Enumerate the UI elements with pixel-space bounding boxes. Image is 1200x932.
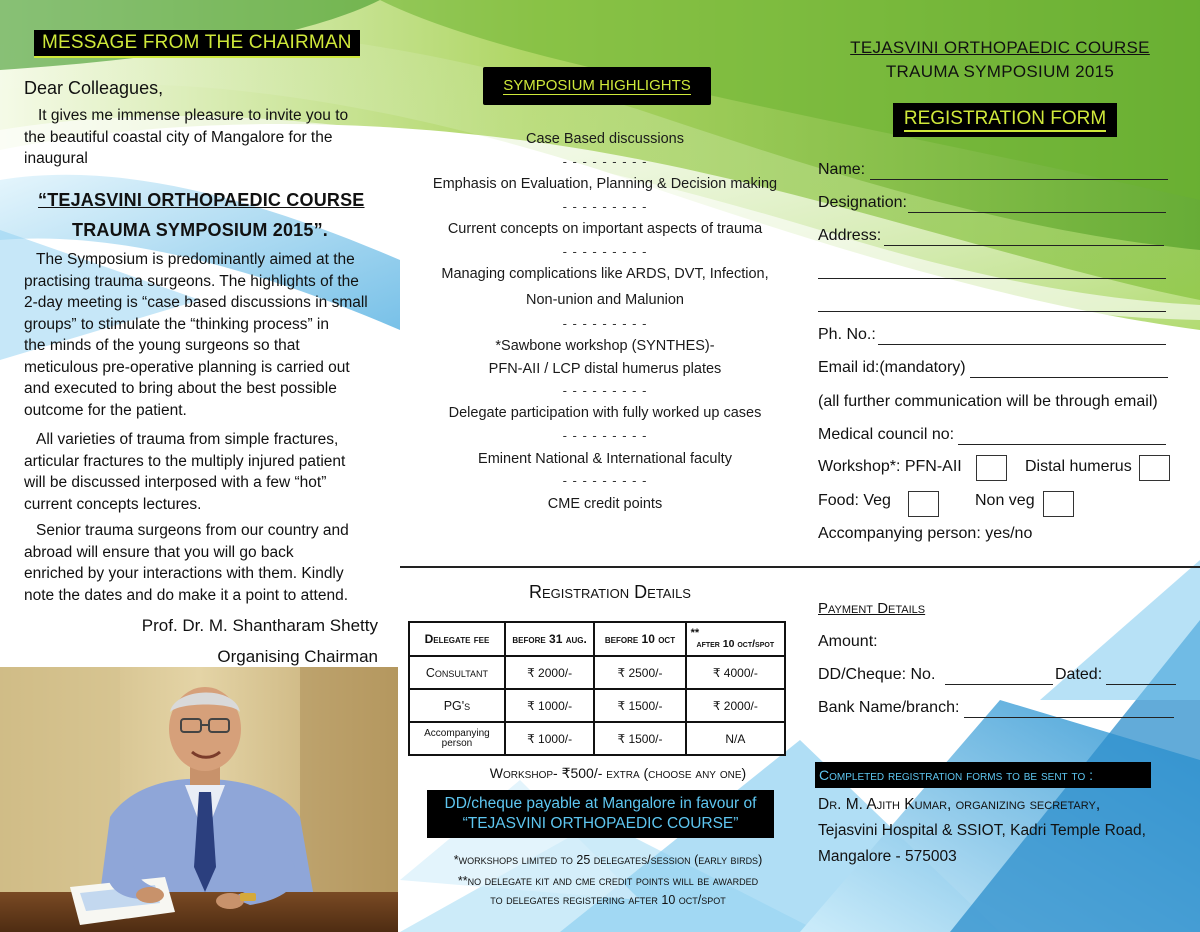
footnote: to delegates registering after 10 oct/spot xyxy=(490,893,726,907)
phone-label: Ph. No.: xyxy=(818,326,876,343)
intro-line: the beautiful coastal city of Mangalore for the xyxy=(24,128,333,146)
separator: - - - - - - - - - xyxy=(562,383,648,398)
name-label: Name: xyxy=(818,161,866,178)
dated-label: Dated: xyxy=(1055,666,1103,683)
table-row xyxy=(409,689,785,722)
fee-header: before 10 oct xyxy=(594,622,685,656)
registration-heading: Registration Details xyxy=(529,582,691,602)
accompanying-label: Accompanying person: yes/no xyxy=(818,525,1033,542)
workshop-note: Workshop- ₹500/- extra (choose any one) xyxy=(489,765,747,781)
address-line: Mangalore - 575003 xyxy=(818,848,957,865)
footnote: *workshops limited to 25 delegates/session (early birds) xyxy=(453,853,763,867)
para-line: and executed to bring about the best possible xyxy=(24,380,337,397)
signature-role: Organising Chairman xyxy=(217,647,378,666)
separator: - - - - - - - - - xyxy=(562,316,648,331)
highlight-item: Case Based discussions xyxy=(526,131,684,147)
fee-cell: N/A xyxy=(686,722,785,755)
highlight-item: Emphasis on Evaluation, Planning & Decision making xyxy=(432,176,778,192)
form-title-line2: TRAUMA SYMPOSIUM 2015 xyxy=(885,62,1115,81)
highlight-item: CME credit points xyxy=(547,496,663,512)
course-title-line2: TRAUMA SYMPOSIUM 2015”. xyxy=(72,220,328,240)
address-field-3[interactable] xyxy=(818,311,1166,312)
nonveg-label: Non veg xyxy=(975,492,1035,509)
intro-line: It gives me immense pleasure to invite you to xyxy=(38,107,349,124)
address-field-1[interactable] xyxy=(884,245,1164,246)
distal-checkbox[interactable] xyxy=(1139,455,1170,481)
highlight-item: Delegate participation with fully worked up cases xyxy=(448,405,762,421)
para-line: Senior trauma surgeons from our country and xyxy=(36,522,349,539)
fee-table-header xyxy=(409,622,785,656)
separator: - - - - - - - - - xyxy=(562,199,648,214)
nonveg-checkbox[interactable] xyxy=(1043,491,1074,517)
fee-cell: ₹ 4000/- xyxy=(686,656,785,689)
footnote: **no delegate kit and cme credit points will be awarded xyxy=(457,874,759,888)
council-label: Medical council no: xyxy=(818,426,955,443)
separator: - - - - - - - - - xyxy=(562,154,648,169)
highlight-item: *Sawbone workshop (SYNTHES)- xyxy=(495,338,715,354)
address-line: Tejasvini Hospital & SSIOT, Kadri Temple Road, xyxy=(818,822,1146,839)
registration-form-banner xyxy=(893,103,1117,137)
para-line: the minds of the young surgeons so that xyxy=(24,337,300,354)
para-line: note the dates and do make it a point to attend. xyxy=(24,586,349,604)
fee-cell: ₹ 1000/- xyxy=(505,722,594,755)
intro-line: inaugural xyxy=(24,150,88,167)
para-line: groups” to stimulate the “thinking process” in xyxy=(24,315,329,333)
row-label: Accompanying person xyxy=(409,722,505,755)
para-line: current concepts lectures. xyxy=(24,495,202,513)
form-title-line1: TEJASVINI ORTHOPAEDIC COURSE xyxy=(850,38,1150,57)
paragraph-1 xyxy=(24,249,384,421)
payment-heading: Payment Details xyxy=(818,600,926,617)
para-line: articular fractures to the multiply injured patient xyxy=(24,452,346,470)
highlights-banner-text: SYMPOSIUM HIGHLIGHTS xyxy=(503,77,691,94)
para-line: abroad will ensure that you will go back xyxy=(24,543,294,561)
dd-number-field[interactable] xyxy=(945,684,1053,685)
dd-payable-box xyxy=(427,790,774,838)
para-line: The Symposium is predominantly aimed at the xyxy=(36,251,355,268)
chairman-banner: MESSAGE FROM THE CHAIRMAN xyxy=(34,30,360,58)
council-field[interactable] xyxy=(958,444,1166,445)
email-field[interactable] xyxy=(970,377,1168,378)
paragraph-2 xyxy=(24,429,384,515)
fee-cell: ₹ 1500/- xyxy=(594,722,685,755)
separator: - - - - - - - - - xyxy=(562,244,648,259)
address-field-2[interactable] xyxy=(818,278,1166,279)
para-line: practising trauma surgeons. The highlights of the xyxy=(24,272,359,290)
food-label: Food: Veg xyxy=(818,492,891,509)
fee-header: before 31 aug. xyxy=(505,622,594,656)
designation-label: Designation: xyxy=(818,194,907,211)
fee-header: Delegate fee xyxy=(409,622,505,656)
course-title-line1: “TEJASVINI ORTHOPAEDIC COURSE xyxy=(38,190,365,210)
para-line: meticulous pre-operative planning is carried out xyxy=(24,358,350,376)
dd-line1: DD/cheque payable at Mangalore in favour of xyxy=(444,795,757,812)
highlight-item: Current concepts on important aspects of trauma xyxy=(447,221,763,237)
highlight-item: PFN-AII / LCP distal humerus plates xyxy=(488,361,722,377)
name-field[interactable] xyxy=(870,179,1168,180)
para-line: enriched by your interactions with them. Kindly xyxy=(24,565,344,582)
separator: - - - - - - - - - xyxy=(562,428,648,443)
phone-field[interactable] xyxy=(878,344,1166,345)
section-divider xyxy=(400,566,1200,568)
fee-cell: ₹ 2500/- xyxy=(594,656,685,689)
send-forms-banner: Completed registration forms to be sent to : xyxy=(815,762,1151,788)
table-row xyxy=(409,656,785,689)
paragraph-3 xyxy=(24,520,384,606)
fee-table xyxy=(408,621,786,756)
designation-field[interactable] xyxy=(908,212,1166,213)
amount-label: Amount: xyxy=(818,633,878,650)
fee-cell: ₹ 2000/- xyxy=(505,656,594,689)
highlight-item: Eminent National & International faculty xyxy=(478,451,732,467)
fee-header-late xyxy=(686,622,785,656)
pfn-checkbox[interactable] xyxy=(976,455,1007,481)
email-note: (all further communication will be through email) xyxy=(818,393,1158,410)
dated-field[interactable] xyxy=(1106,684,1176,685)
highlight-item: Non-union and Malunion xyxy=(526,292,684,308)
greeting: Dear Colleagues, xyxy=(24,78,164,98)
header-stars: ** xyxy=(690,626,700,639)
intro-paragraph xyxy=(24,105,384,170)
para-line: 2-day meeting is “case based discussions in small xyxy=(24,294,368,311)
separator: - - - - - - - - - xyxy=(562,473,648,488)
bank-field[interactable] xyxy=(964,717,1174,718)
fee-cell: ₹ 1000/- xyxy=(505,689,594,722)
fee-cell: ₹ 2000/- xyxy=(686,689,785,722)
fee-cell: ₹ 1500/- xyxy=(594,689,685,722)
row-label: PG's xyxy=(409,689,505,722)
email-label: Email id:(mandatory) xyxy=(818,359,966,376)
fee-header-late-text: after 10 oct/spot xyxy=(696,637,775,650)
chairman-photo xyxy=(0,667,398,932)
para-line: outcome for the patient. xyxy=(24,401,187,419)
row-label: Consultant xyxy=(409,656,505,689)
bank-label: Bank Name/branch: xyxy=(818,699,960,716)
address-line: Dr. M. Ajith Kumar, organizing secretary, xyxy=(818,796,1101,813)
veg-checkbox[interactable] xyxy=(908,491,939,517)
para-line: All varieties of trauma from simple fractures, xyxy=(36,431,339,448)
registration-form-banner-text: REGISTRATION FORM xyxy=(904,108,1106,132)
highlight-item: Managing complications like ARDS, DVT, Infection, xyxy=(441,266,769,282)
para-line: will be discussed interposed with a few “hot” xyxy=(24,474,327,491)
distal-label: Distal humerus xyxy=(1025,458,1132,475)
dd-line2: “TEJASVINI ORTHOPAEDIC COURSE” xyxy=(462,815,739,832)
dd-label: DD/Cheque: No. xyxy=(818,666,936,683)
signature-name: Prof. Dr. M. Shantharam Shetty xyxy=(141,616,378,635)
table-row xyxy=(409,722,785,755)
address-label: Address: xyxy=(818,227,882,244)
highlights-banner xyxy=(483,67,711,105)
workshop-label: Workshop*: PFN-AII xyxy=(818,458,962,475)
